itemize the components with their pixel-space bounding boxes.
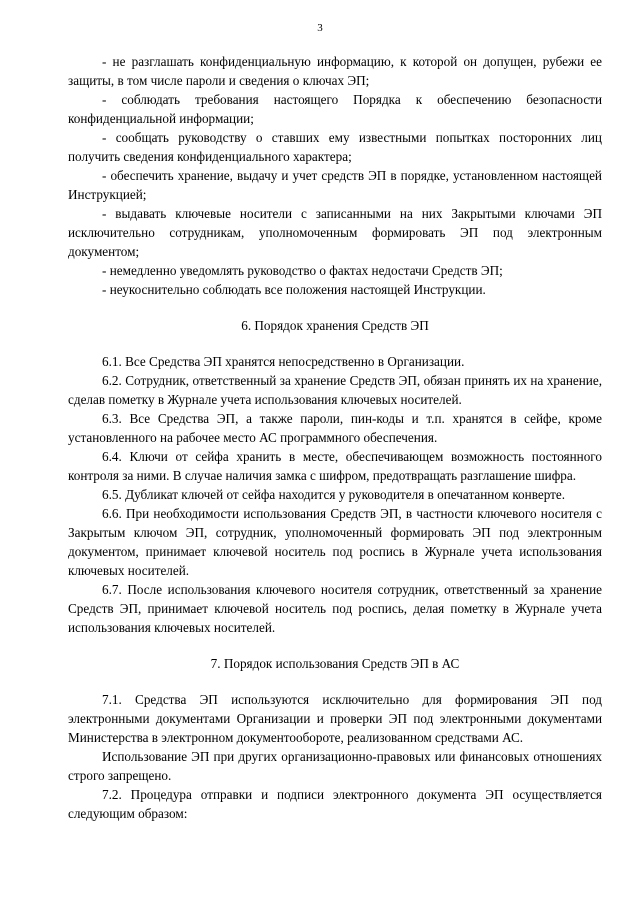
list-item: - неукоснительно соблюдать все положения настоящей Инструкции. <box>102 282 486 297</box>
section-6-paragraph: 6.6. При необходимости использования Средств ЭП, в частности ключевого носителя с Закрытым ключом ЭП, сотрудник, уполномоченный формировать ЭП под электронным документом, принимает ключевой носитель под роспись в Журнале учета использования ключевых носителей. <box>68 506 602 578</box>
section-7-heading: 7. Порядок использования Средств ЭП в АС <box>210 656 460 671</box>
list-item: - обеспечить хранение, выдачу и учет средств ЭП в порядке, установленном настоящей Инструкцией; <box>68 168 602 202</box>
section-6-paragraph: 6.5. Дубликат ключей от сейфа находится у руководителя в опечатанном конверте. <box>102 487 566 502</box>
list-item: - соблюдать требования настоящего Порядка к обеспечению безопасности конфиденциальной информации; <box>68 92 602 126</box>
section-7-paragraph: Использование ЭП при других организационно-правовых или финансовых отношениях строго запрещено. <box>68 749 602 783</box>
section-6-paragraph: 6.1. Все Средства ЭП хранятся непосредственно в Организации. <box>102 354 465 369</box>
section-6-paragraph: 6.4. Ключи от сейфа хранить в месте, обеспечивающем возможность постоянного контроля за ними. В случае наличия замка с шифром, предотвращать разглашение шифра. <box>68 449 602 483</box>
section-6-paragraph: 6.3. Все Средства ЭП, а также пароли, пин-коды и т.п. хранятся в сейфе, кроме установленного на рабочее место АС программного обеспечения. <box>68 411 602 445</box>
section-7-paragraph: 7.2. Процедура отправки и подписи электронного документа ЭП осуществляется следующим образом: <box>68 787 602 821</box>
section-6-paragraph: 6.7. После использования ключевого носителя сотрудник, ответственный за хранение Средств ЭП, принимает ключевой носитель под роспись, делая пометку в Журнале учета использования ключевых носителей. <box>68 582 602 635</box>
list-item: - сообщать руководству о ставших ему известными попытках посторонних лиц получить сведения конфиденциального характера; <box>68 130 602 164</box>
section-7-paragraph: 7.1. Средства ЭП используются исключительно для формирования ЭП под электронными документами Организации и проверки ЭП под электронными документами Министерства в электронном документообороте, реализованном средствами АС. <box>68 692 602 745</box>
list-item: - выдавать ключевые носители с записанными на них Закрытыми ключами ЭП исключительно сотрудникам, уполномоченным формировать ЭП под электронным документом; <box>68 206 602 259</box>
section-6-paragraph: 6.2. Сотрудник, ответственный за хранение Средств ЭП, обязан принять их на хранение, сделав пометку в Журнале учета использования ключевых носителей. <box>68 373 602 407</box>
list-item: - не разглашать конфиденциальную информацию, к которой он допущен, рубежи ее защиты, в том числе пароли и сведения о ключах ЭП; <box>68 54 602 88</box>
page-number: 3 <box>317 22 323 34</box>
section-6-heading: 6. Порядок хранения Средств ЭП <box>241 318 429 333</box>
list-item: - немедленно уведомлять руководство о фактах недостачи Средств ЭП; <box>102 263 503 278</box>
document-body <box>68 52 602 823</box>
